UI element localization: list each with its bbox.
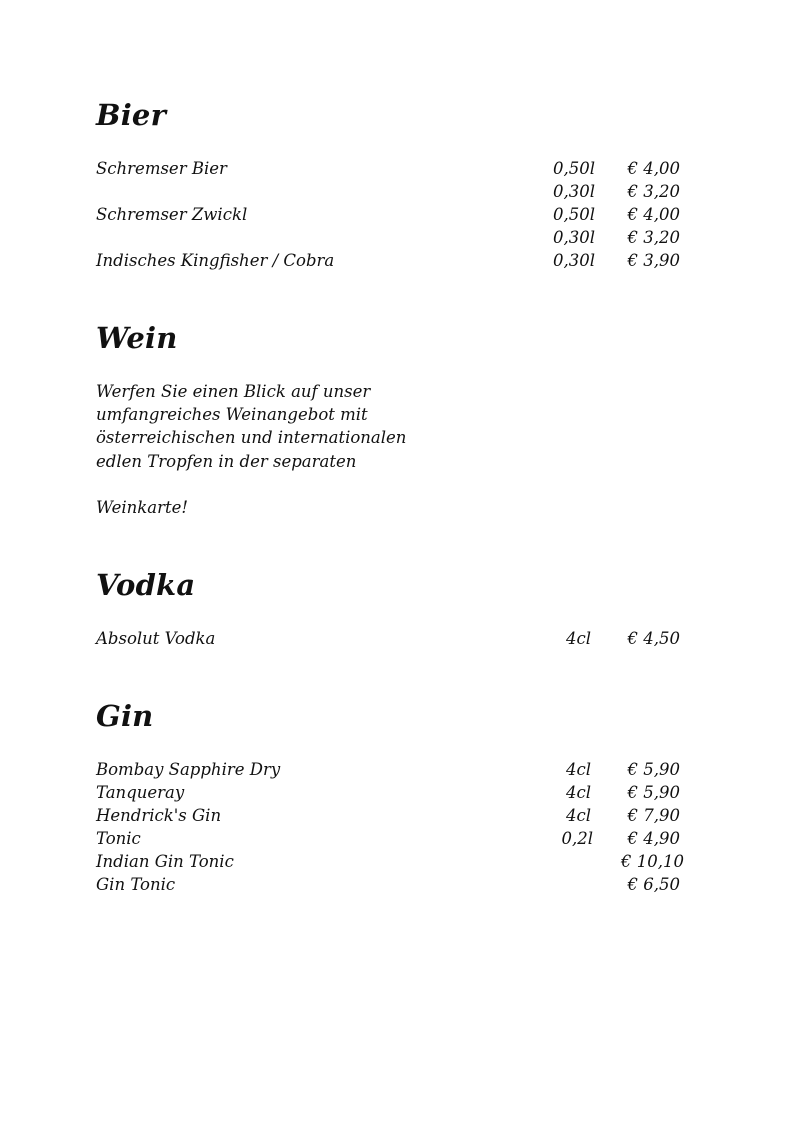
item-size: 0,30l [552,182,595,201]
item-size: 0,2l [561,829,593,848]
gin-list [96,758,696,896]
section-title-wein: Wein [96,321,178,355]
item-name: Bombay Sapphire Dry [96,760,281,779]
item-size: 4cl [565,629,591,648]
menu-item [96,781,696,804]
item-name: Hendrick's Gin [96,806,222,825]
menu-item [96,203,696,226]
item-price: € 4,00 [627,159,680,178]
item-name: Absolut Vodka [96,629,216,648]
item-price: € 4,00 [627,205,680,224]
menu-item [96,827,696,850]
item-price: € 5,90 [627,783,680,802]
section-gin [96,699,696,894]
item-name: Schremser Zwickl [96,205,248,224]
item-price: € 3,20 [627,182,680,201]
wine-card-note: Weinkarte! [96,498,189,518]
vodka-list [96,627,696,650]
item-size: 4cl [565,783,591,802]
item-size: 0,30l [552,251,595,270]
section-vodka [96,568,696,648]
item-name: Indian Gin Tonic [96,852,234,871]
item-name: Indisches Kingfisher / Cobra [96,251,335,270]
item-size: 4cl [565,760,591,779]
item-size: 0,50l [552,159,595,178]
item-price: € 5,90 [627,760,680,779]
description-spacer [96,473,496,496]
item-name: Schremser Bier [96,159,227,178]
wine-description [96,380,496,519]
menu-item [96,226,696,249]
bier-list [96,157,696,272]
item-price: € 6,50 [627,875,680,894]
item-price: € 4,90 [627,829,680,848]
item-price: € 4,50 [627,629,680,648]
menu-item [96,627,696,650]
section-title-vodka: Vodka [96,568,196,602]
item-size: 4cl [565,806,591,825]
item-name: Gin Tonic [96,875,176,894]
menu-item [96,804,696,827]
menu-item [96,180,696,203]
section-wein [96,321,696,518]
section-title-bier: Bier [96,98,167,132]
item-size: 0,30l [552,228,595,247]
item-price: € 7,90 [627,806,680,825]
description-line: österreichischen und internationalen [96,428,407,448]
description-line: Werfen Sie einen Blick auf unser [96,382,371,401]
menu-item [96,850,696,873]
item-price: € 3,90 [627,251,680,270]
description-line: edlen Tropfen in der separaten [96,451,357,471]
section-bier [96,98,696,270]
menu-item [96,157,696,180]
description-line: umfangreiches Weinangebot mit [96,405,368,425]
menu-item [96,873,696,896]
item-name: Tanqueray [96,783,185,802]
menu-item [96,249,696,272]
item-name: Tonic [96,829,141,848]
item-price: € 3,20 [627,228,680,247]
item-size: 0,50l [552,205,595,224]
item-price: € 10,10 [621,852,684,871]
menu-item [96,758,696,781]
section-title-gin: Gin [96,699,154,733]
